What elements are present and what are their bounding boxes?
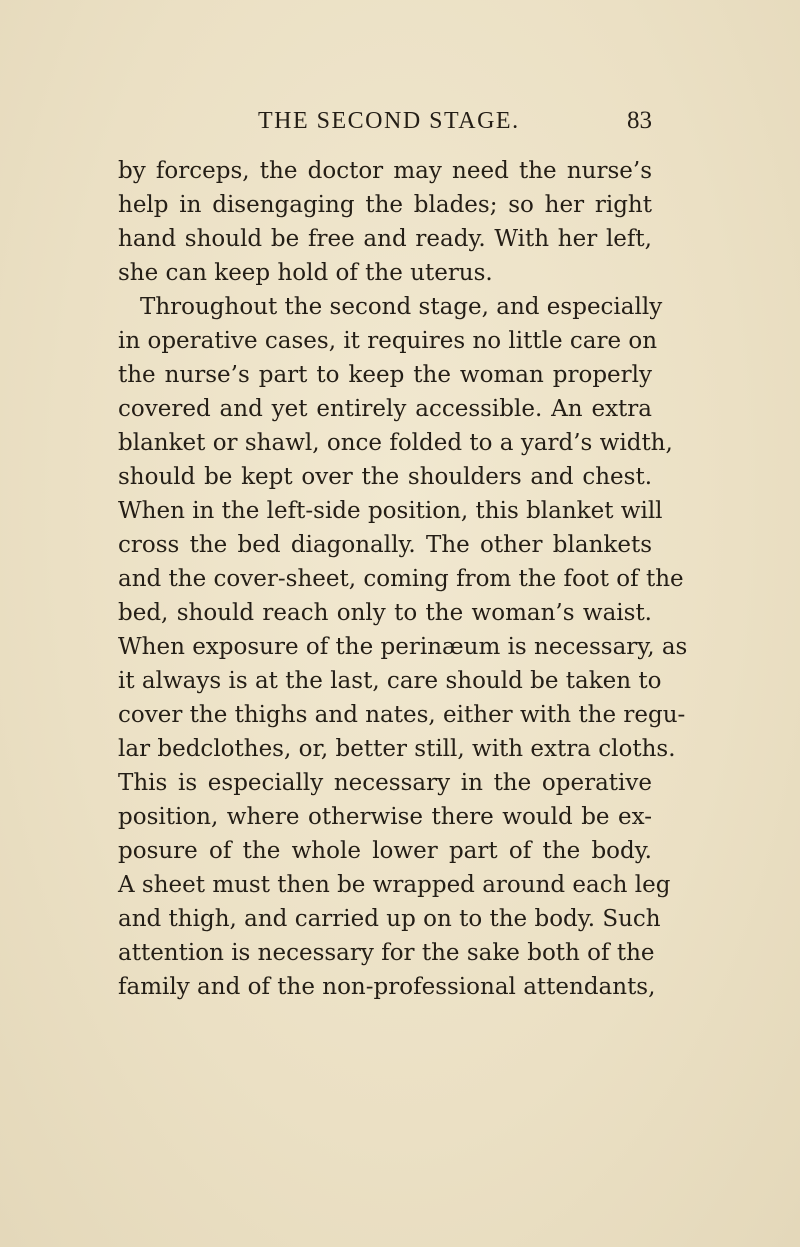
- text-line: When exposure of the perinæum is necessary, as: [118, 634, 688, 660]
- text-line: help in disengaging the blades; so her right: [118, 192, 652, 218]
- text-line: Throughout the second stage, and especially: [140, 294, 663, 320]
- page-header: [118, 104, 652, 138]
- text-line: cover the thighs and nates, either with the regu-: [118, 702, 686, 728]
- text-line: blanket or shawl, once folded to a yard’s width,: [118, 430, 673, 456]
- text-line: bed, should reach only to the woman’s waist.: [118, 600, 652, 626]
- text-line: posure of the whole lower part of the body.: [118, 838, 652, 864]
- text-line: A sheet must then be wrapped around each leg: [118, 872, 671, 898]
- text-line: attention is necessary for the sake both of the: [118, 940, 655, 966]
- text-line: lar bedclothes, or, better still, with extra cloths.: [118, 736, 676, 762]
- text-line: position, where otherwise there would be ex-: [118, 804, 652, 830]
- text-line: the nurse’s part to keep the woman properly: [118, 362, 652, 388]
- text-line: hand should be free and ready. With her left,: [118, 226, 652, 252]
- text-line: This is especially necessary in the operative: [118, 770, 652, 796]
- text-line: cross the bed diagonally. The other blankets: [118, 532, 652, 558]
- text-line: family and of the non-professional attendants,: [118, 974, 656, 1000]
- running-title: THE SECOND STAGE.: [258, 108, 520, 134]
- text-line: by forceps, the doctor may need the nurse’s: [118, 158, 652, 184]
- text-line: covered and yet entirely accessible. An extra: [118, 396, 652, 422]
- text-line: in operative cases, it requires no little care on: [118, 328, 658, 354]
- text-line: When in the left-side position, this blanket will: [118, 498, 663, 524]
- body-text: [118, 154, 688, 1004]
- text-line: and the cover-sheet, coming from the foot of the: [118, 566, 684, 592]
- text-line: should be kept over the shoulders and chest.: [118, 464, 652, 490]
- text-line: and thigh, and carried up on to the body. Such: [118, 906, 661, 932]
- text-line: she can keep hold of the uterus.: [118, 260, 493, 286]
- page-number: 83: [627, 107, 652, 134]
- text-line: it always is at the last, care should be taken to: [118, 668, 662, 694]
